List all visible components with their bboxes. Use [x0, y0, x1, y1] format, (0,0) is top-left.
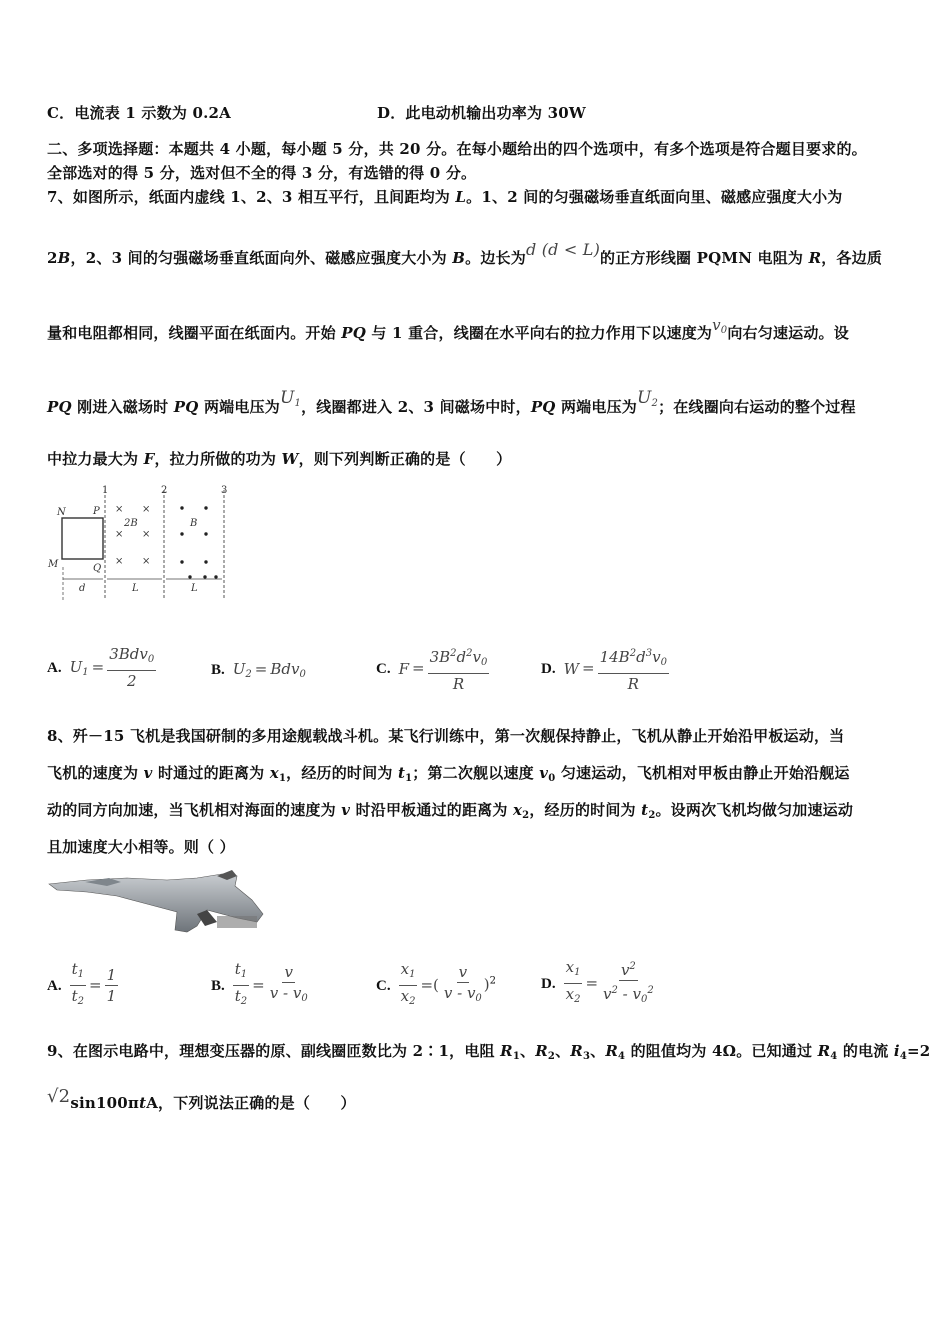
- q7-magnetic-field-figure: [45, 482, 245, 602]
- svg-text:×: ×: [115, 529, 124, 540]
- u2-math: $U_2$: [637, 387, 659, 409]
- corner-label-M: M: [48, 559, 59, 570]
- field-label-B: B: [190, 518, 198, 529]
- v0-math: $v_0$: [712, 316, 728, 336]
- svg-text:×: ×: [142, 504, 151, 515]
- svg-text:×: ×: [115, 504, 124, 515]
- q6-option-c: C．电流表 1 示数为 0.2A: [47, 104, 231, 122]
- q8-option-b: B. $\frac{t_1}{t_2}$ = $\frac{v}{v - v_0}$: [211, 960, 308, 1007]
- field-label-2B: 2B: [124, 518, 138, 529]
- q8-line2: 飞机的速度为 v 时通过的距离为 $x_1$，经历的时间为 $t_1$；第二次舰以速度 $v_0$ 匀速运动，飞机相对甲板由静止开始沿舰运: [47, 764, 850, 784]
- d-less-than-L-math: d (d < L): [525, 239, 601, 259]
- line-label-3: 3: [221, 485, 228, 496]
- sqrt2-math: √2: [47, 1086, 71, 1107]
- q7-option-d: D. W = $\frac{14B^2d^3v_0}{R}$: [541, 645, 669, 693]
- q9-line1: 9、在图示电路中，理想变压器的原、副线圈匝数比为 2∶1，电阻 $R_1$、$R_2$、$R_3$、$R_4$ 的阻值均为 4Ω。已知通过 $R_4$ 的电流 $i_4=2$: [47, 1042, 931, 1062]
- corner-label-N: N: [57, 507, 66, 518]
- fighter-jet-image: [47, 870, 265, 936]
- line-label-2: 2: [161, 485, 168, 496]
- q7-option-b: B. $U_2 = Bdv_0$: [211, 660, 306, 680]
- svg-text:×: ×: [142, 529, 151, 540]
- q8-option-c: C. $\frac{x_1}{x_2}$ =( $\frac{v}{v - v_0}$ )$^2$: [376, 960, 497, 1007]
- svg-text:×: ×: [115, 556, 124, 567]
- q7-line5: 中拉力最大为 F，拉力所做的功为 W，则下列判断正确的是（ ）: [47, 450, 512, 468]
- dimension-label-L2: L: [191, 583, 198, 594]
- section2-heading-line1: 二、多项选择题：本题共 4 小题，每小题 5 分，共 20 分。在每小题给出的四个选项中，有多个选项是符合题目要求的。: [47, 140, 867, 158]
- line-label-1: 1: [102, 485, 109, 496]
- q8-line4: 且加速度大小相等。则（ ）: [47, 838, 235, 856]
- q7-line3: 量和电阻都相同，线圈平面在纸面内。开始 PQ 与 1 重合，线圈在水平向右的拉力作用下以速度为$v_0$向右匀速运动。设: [47, 316, 849, 342]
- section2-heading-line2: 全部选对的得 5 分，选对但不全的得 3 分，有选错的得 0 分。: [47, 164, 477, 182]
- q8-option-a: A. $\frac{t_1}{t_2}$ = $\frac{1}{1}$: [47, 960, 117, 1007]
- q8-line3: 动的同方向加速，当飞机相对海面的速度为 v 时沿甲板通过的距离为 $x_2$，经历的时间为 $t_2$。设两次飞机均做匀加速运动: [47, 801, 854, 821]
- q6-option-d: D．此电动机输出功率为 30W: [377, 104, 586, 122]
- q7-line1: 7、如图所示，纸面内虚线 1、2、3 相互平行，且间距均为 L。1、2 间的匀强磁场垂直纸面向里、磁感应强度大小为: [47, 188, 843, 206]
- corner-label-Q: Q: [93, 563, 102, 574]
- corner-label-P: P: [93, 506, 100, 517]
- svg-text:×: ×: [142, 556, 151, 567]
- q8-option-d: D. $\frac{x_1}{x_2}$ = $\frac{v^2}{v^2 - v_0^2}$: [541, 958, 654, 1005]
- square-coil: [62, 518, 103, 559]
- q9-line2: √2sin100πtA，下列说法正确的是（ ）: [47, 1086, 356, 1112]
- u1-math: $U_1$: [279, 387, 302, 409]
- q7-line2: 2B，2、3 间的匀强磁场垂直纸面向外、磁感应强度大小为 B。边长为d (d < L)的正方形线圈 PQMN 电阻为 R，各边质: [47, 239, 883, 267]
- dimension-label-L1: L: [132, 583, 139, 594]
- q8-line1: 8、歼－15 飞机是我国研制的多用途舰载战斗机。某飞行训练中，第一次舰保持静止，飞机从静止开始沿甲板运动，当: [47, 727, 845, 745]
- dimension-label-d: d: [79, 583, 86, 594]
- field-out-of-page-marks: [180, 506, 217, 578]
- q7-option-a: A. $U_1$ = $\frac{3Bdv_0}{2}$: [47, 645, 155, 690]
- field-into-page-marks: [115, 504, 150, 567]
- q7-line4: PQ 刚进入磁场时 PQ 两端电压为$U_1$，线圈都进入 2、3 间磁场中时，PQ 两端电压为$U_2$；在线圈向右运动的整个过程: [47, 387, 856, 416]
- q7-option-c: C. F = $\frac{3B^2d^2v_0}{R}$: [376, 645, 489, 693]
